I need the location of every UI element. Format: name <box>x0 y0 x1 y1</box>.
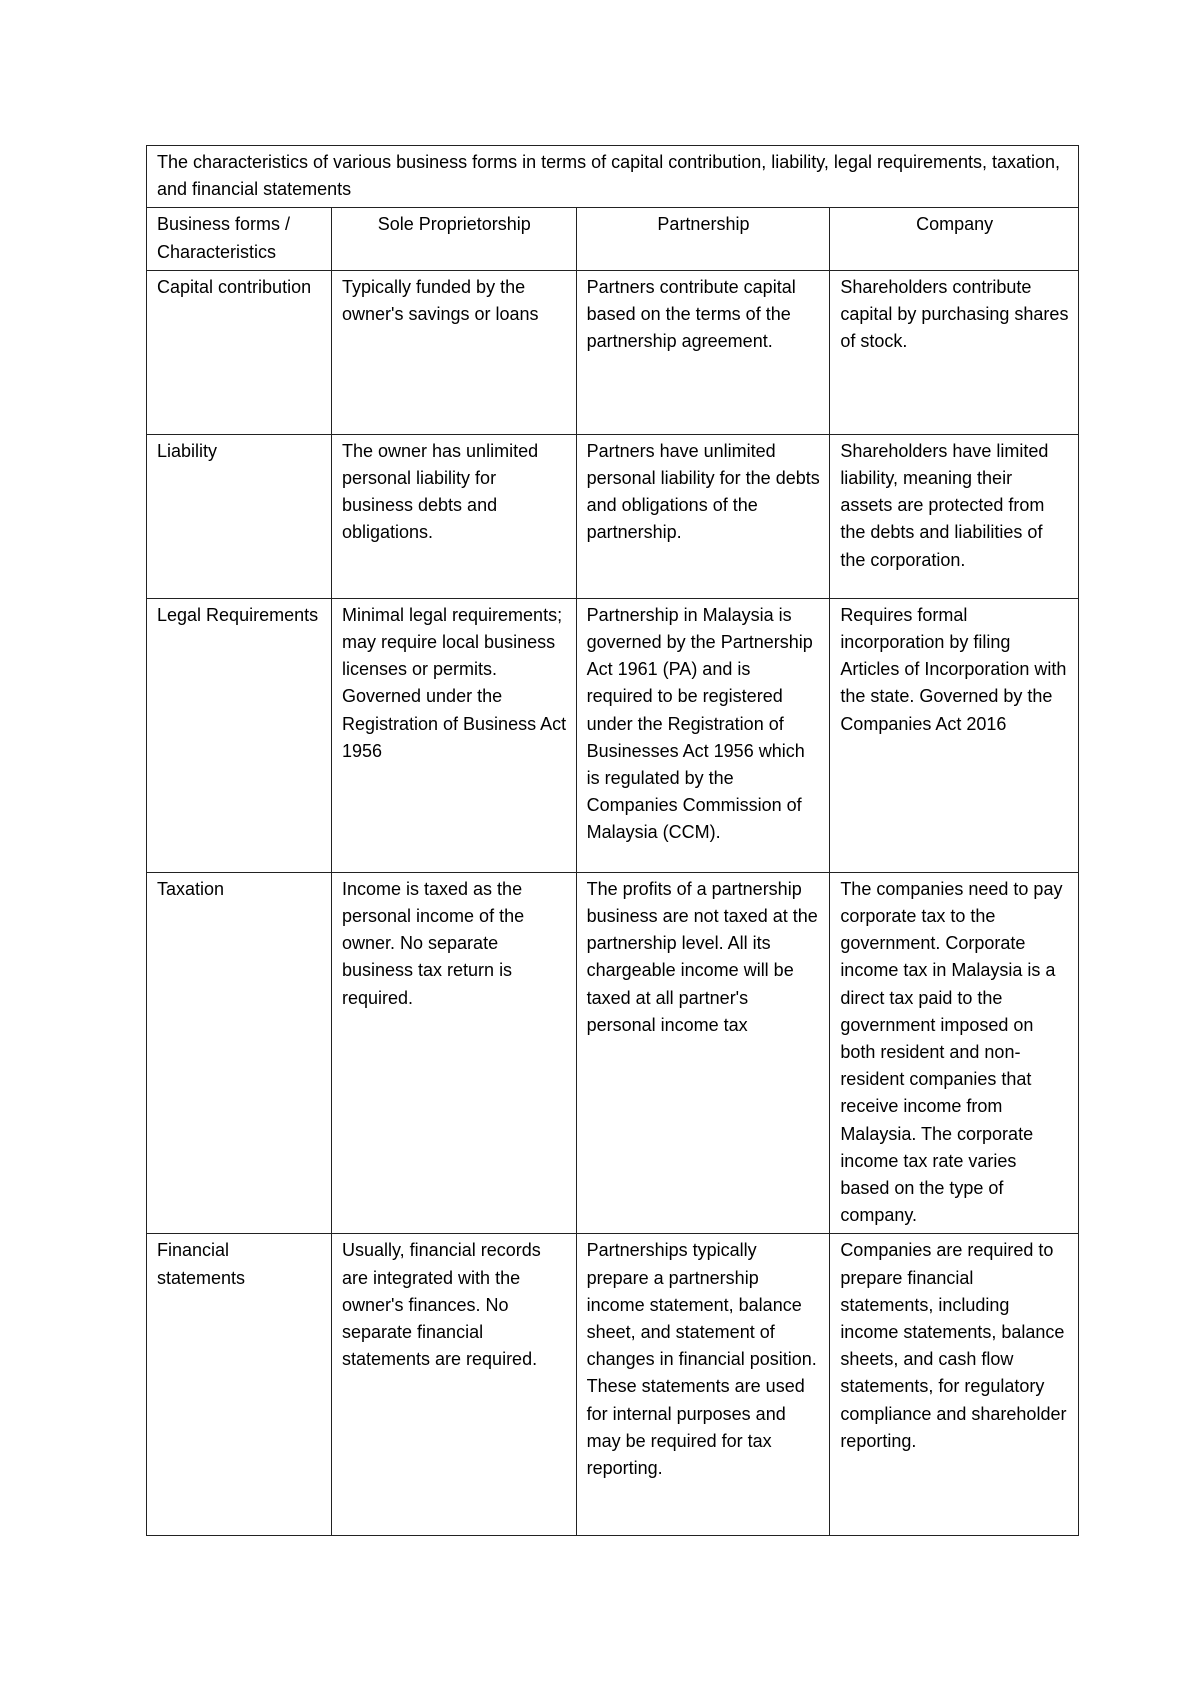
table-title: The characteristics of various business forms in terms of capital contribution, liability, legal requirements, taxation, and financial statements <box>147 146 1079 208</box>
table-cell: Minimal legal requirements; may require local business licenses or permits. Governed under the Registration of Business Act 1956 <box>331 598 576 872</box>
table-cell: Shareholders contribute capital by purchasing shares of stock. <box>830 270 1079 434</box>
table-header-row <box>147 208 1079 270</box>
table-cell: The owner has unlimited personal liability for business debts and obligations. <box>331 434 576 598</box>
table-cell: Usually, financial records are integrated with the owner's finances. No separate financial statements are required. <box>331 1234 576 1536</box>
table-row <box>147 434 1079 598</box>
row-label-taxation: Taxation <box>147 872 332 1234</box>
row-label-financial-statements: Financial statements <box>147 1234 332 1536</box>
column-header-sole-proprietorship: Sole Proprietorship <box>331 208 576 270</box>
table-cell: Companies are required to prepare financial statements, including income statements, balance sheets, and cash flow statements, for regulatory compliance and shareholder reporting. <box>830 1234 1079 1536</box>
corner-label: Business forms / Characteristics <box>147 208 332 270</box>
row-label-liability: Liability <box>147 434 332 598</box>
table-cell: Partners contribute capital based on the terms of the partnership agreement. <box>576 270 830 434</box>
table-cell: Partnerships typically prepare a partnership income statement, balance sheet, and statement of changes in financial position. These statements are used for internal purposes and may be required for tax reporting. <box>576 1234 830 1536</box>
table-row <box>147 270 1079 434</box>
table-cell: The profits of a partnership business are not taxed at the partnership level. All its chargeable income will be taxed at all partner's personal income tax <box>576 872 830 1234</box>
table-title-row <box>147 146 1079 208</box>
characteristics-table <box>146 145 1079 1536</box>
table-cell: Requires formal incorporation by filing Articles of Incorporation with the state. Governed by the Companies Act 2016 <box>830 598 1079 872</box>
table-row <box>147 598 1079 872</box>
column-header-company: Company <box>830 208 1079 270</box>
row-label-legal-requirements: Legal Requirements <box>147 598 332 872</box>
table-row <box>147 872 1079 1234</box>
table-cell: The companies need to pay corporate tax to the government. Corporate income tax in Malaysia is a direct tax paid to the government imposed on both resident and non-resident companies that receive income from Malaysia. The corporate income tax rate varies based on the type of company. <box>830 872 1079 1234</box>
column-header-partnership: Partnership <box>576 208 830 270</box>
table-cell: Typically funded by the owner's savings or loans <box>331 270 576 434</box>
table-cell: Shareholders have limited liability, meaning their assets are protected from the debts and liabilities of the corporation. <box>830 434 1079 598</box>
table-row <box>147 1234 1079 1536</box>
table-cell: Partnership in Malaysia is governed by the Partnership Act 1961 (PA) and is required to be registered under the Registration of Businesses Act 1956 which is regulated by the Companies Commission of Malaysia (CCM). <box>576 598 830 872</box>
table-cell: Partners have unlimited personal liability for the debts and obligations of the partnership. <box>576 434 830 598</box>
row-label-capital-contribution: Capital contribution <box>147 270 332 434</box>
table-cell: Income is taxed as the personal income of the owner. No separate business tax return is required. <box>331 872 576 1234</box>
